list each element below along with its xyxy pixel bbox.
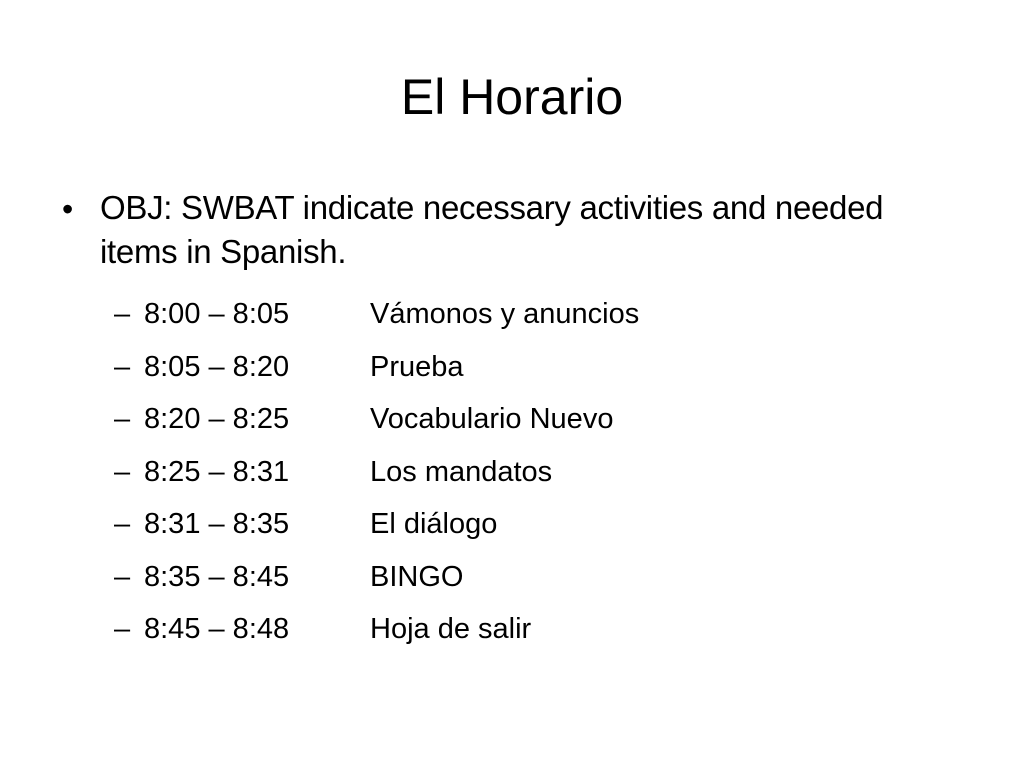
- schedule-time: 8:25 – 8:31: [144, 455, 290, 488]
- schedule-item: [114, 551, 914, 604]
- dash-icon: –: [114, 508, 131, 540]
- dash-icon: –: [114, 613, 131, 645]
- schedule-activity: El diálogo: [370, 508, 498, 540]
- schedule-activity: Los mandatos: [370, 455, 553, 488]
- objective-bullet: [62, 186, 942, 274]
- objective-text: OBJ: SWBAT indicate necessary activities and needed items in Spanish.: [100, 189, 884, 270]
- schedule-item: [114, 603, 914, 656]
- schedule-item: [114, 341, 914, 394]
- schedule-activity: BINGO: [370, 560, 464, 593]
- dash-icon: –: [114, 455, 131, 488]
- schedule-time: 8:20 – 8:25: [144, 403, 290, 435]
- schedule-time: 8:35 – 8:45: [144, 560, 290, 593]
- schedule-item: [114, 393, 914, 446]
- dash-icon: –: [114, 298, 131, 330]
- schedule-time: 8:05 – 8:20: [144, 350, 290, 383]
- slide-title: El Horario: [400, 69, 624, 125]
- dash-icon: –: [114, 350, 131, 383]
- schedule-time: 8:31 – 8:35: [144, 508, 290, 540]
- schedule-activity: Hoja de salir: [370, 613, 532, 645]
- schedule-item: [114, 498, 914, 551]
- dash-icon: –: [114, 560, 131, 593]
- dash-icon: –: [114, 403, 131, 435]
- schedule-time: 8:00 – 8:05: [144, 298, 290, 330]
- schedule-activity: Vámonos y anuncios: [370, 298, 640, 330]
- schedule-list: [114, 288, 914, 656]
- bullet-icon: •: [62, 191, 74, 227]
- schedule-time: 8:45 – 8:48: [144, 613, 290, 645]
- schedule-item: [114, 288, 914, 341]
- schedule-item: [114, 446, 914, 499]
- schedule-activity: Prueba: [370, 350, 464, 383]
- schedule-activity: Vocabulario Nuevo: [370, 403, 614, 435]
